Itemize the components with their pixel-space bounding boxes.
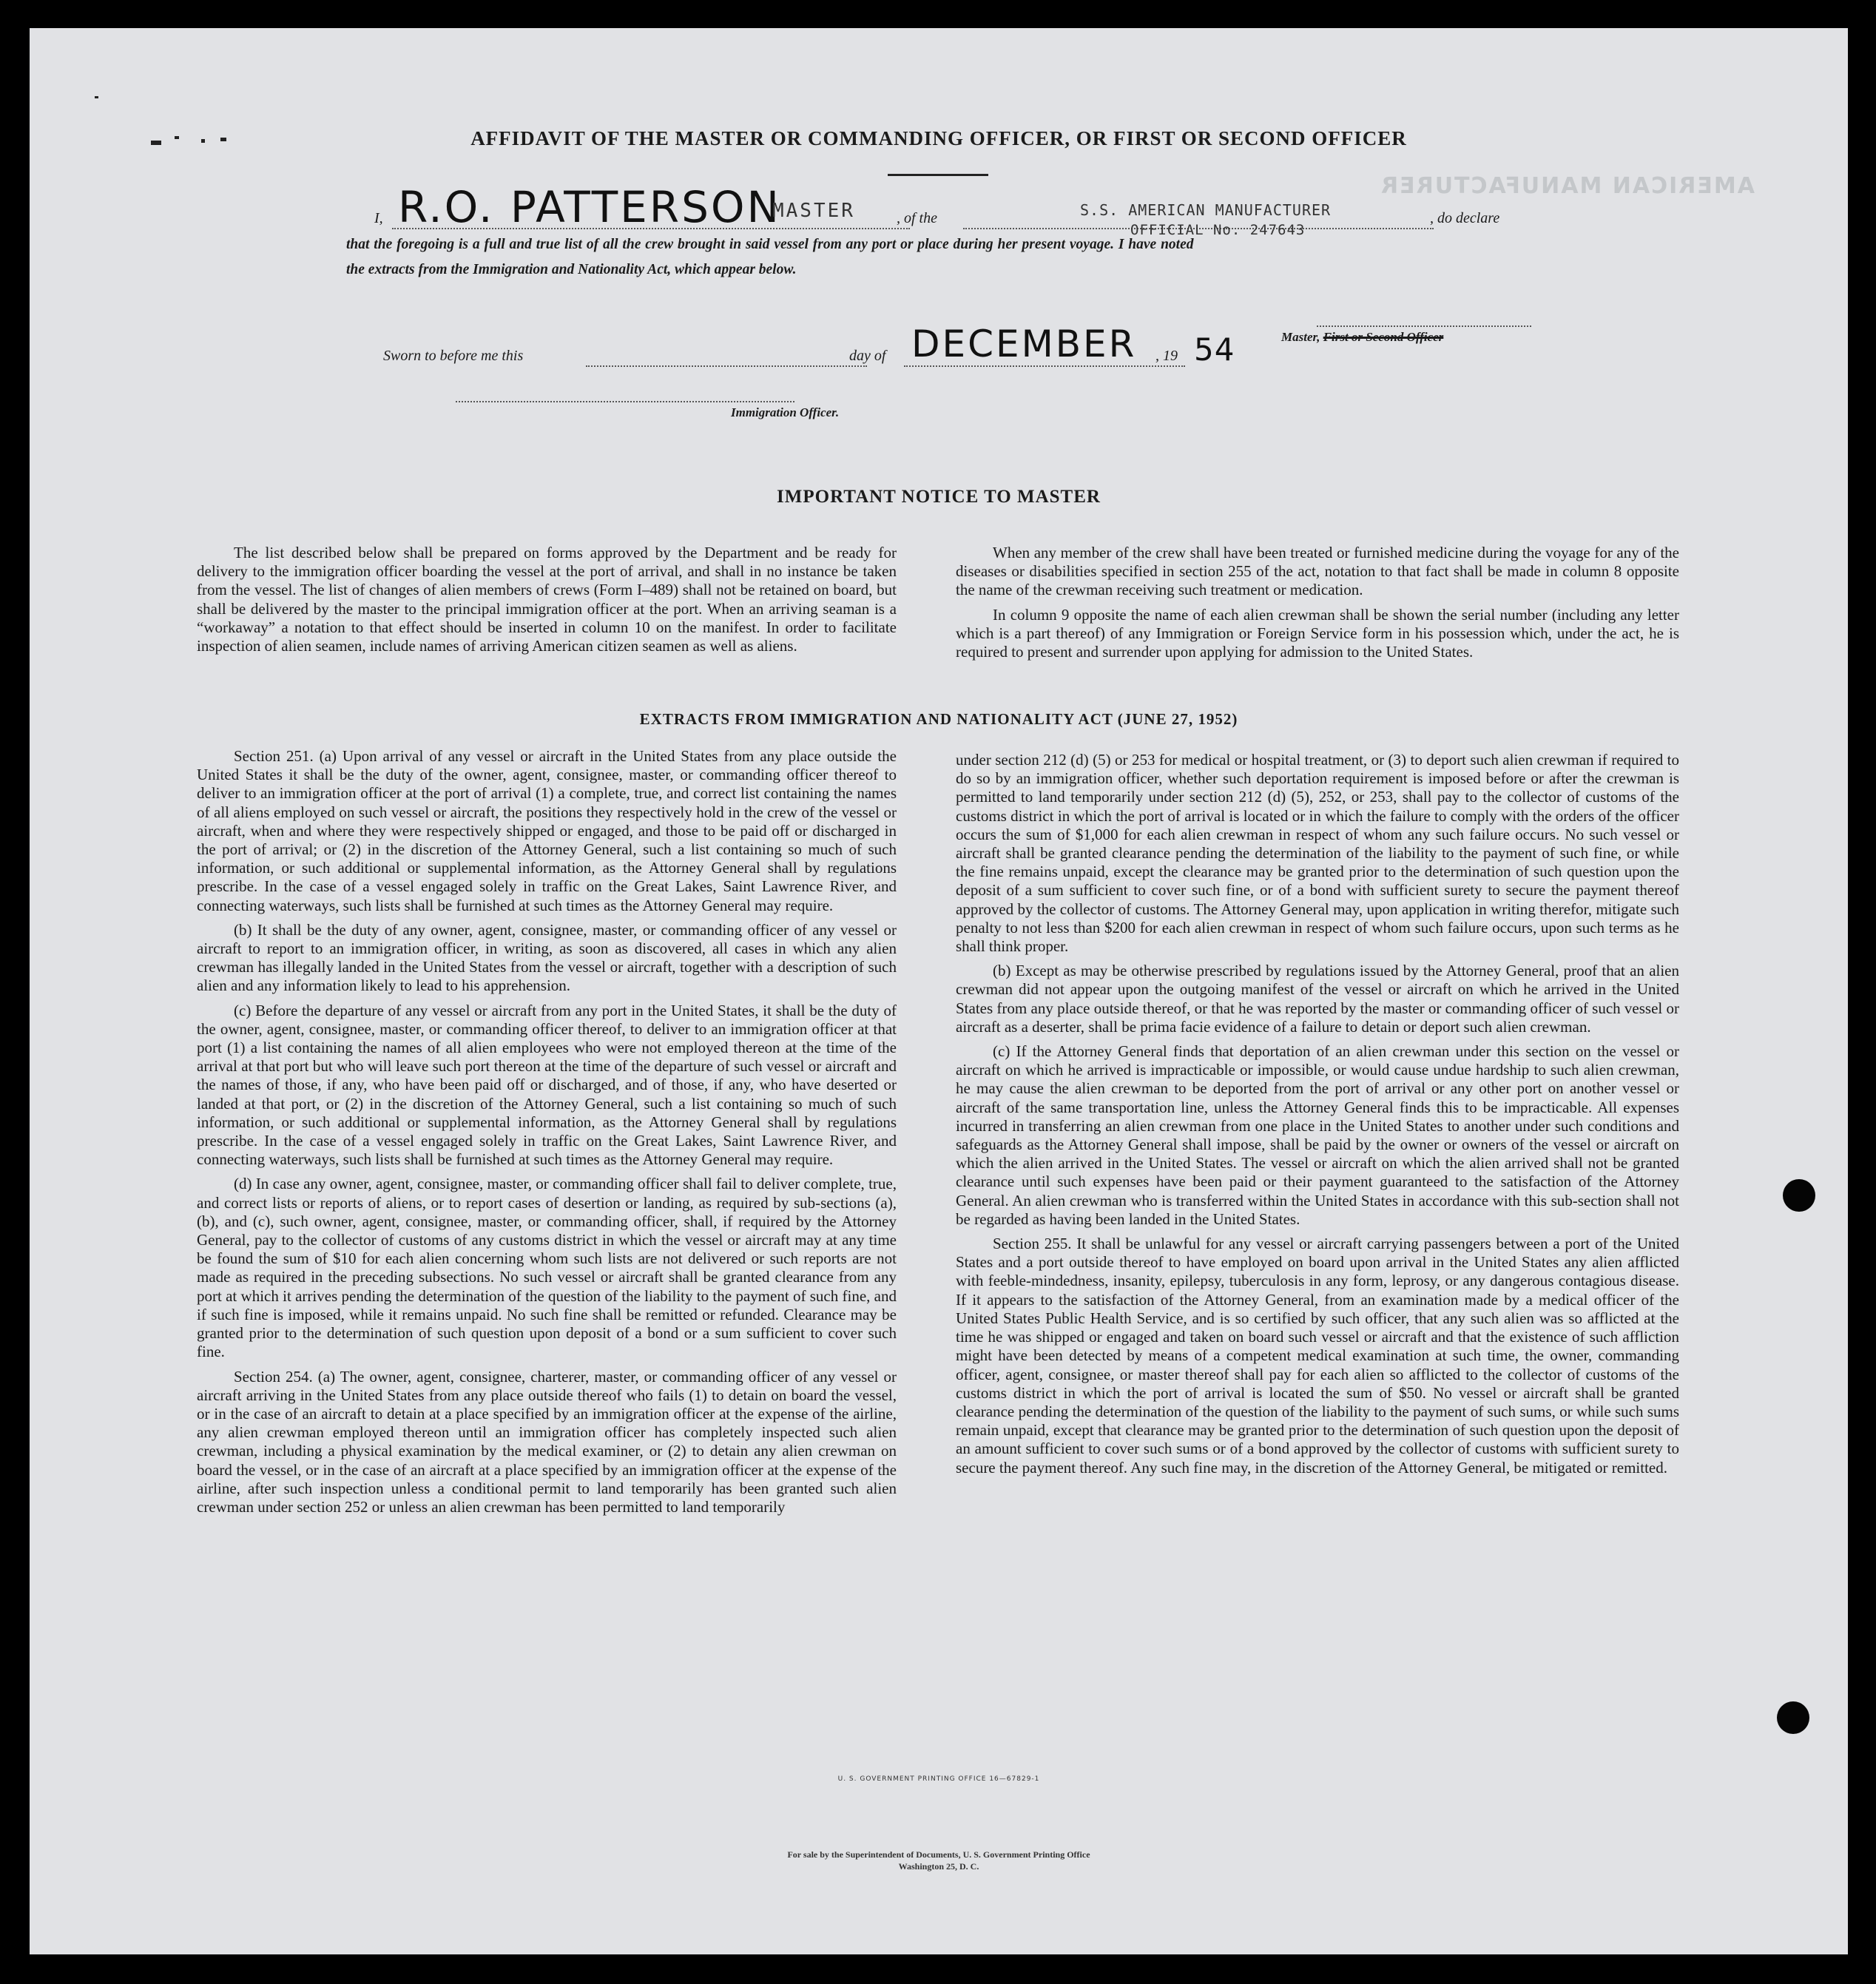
official-number-stamp: OFFICIAL No. 247643: [1130, 222, 1306, 238]
rank-stamp: MASTER: [772, 200, 855, 222]
master-signature-line: [1317, 325, 1531, 327]
sworn-day-line: [586, 365, 867, 367]
notice-right-paragraph-1: When any member of the crew shall have been treated or furnished medicine during the voyage for any of the diseases or disabilities specified in section 255 of the act, notation to that fact shall be made in column 8 opposite the name of the crewman receiving such treatment or medication.: [956, 544, 1679, 599]
immigration-officer-label: Immigration Officer.: [731, 405, 840, 419]
day-of-label: day of: [849, 348, 886, 364]
year-handwritten: 54: [1194, 331, 1235, 368]
extracts-left-column: [197, 747, 897, 1516]
notice-heading: IMPORTANT NOTICE TO MASTER: [777, 487, 1101, 507]
form-page: [30, 28, 1848, 1954]
notice-left-column: [197, 544, 897, 655]
for-sale-line-1: For sale by the Superintendent of Documents, U. S. Government Printing Office: [787, 1849, 1090, 1860]
scan-speck: [95, 96, 98, 98]
vessel-name-stamp: S.S. AMERICAN MANUFACTURER: [1080, 201, 1332, 219]
declaration-line-2: the extracts from the Immigration and Nationality Act, which appear below.: [346, 262, 797, 277]
section-254-b: (b) Except as may be otherwise prescribed by regulations issued by the Attorney General, proof that an alien crewman did not appear upon the outgoing manifest of the vessel or aircraft on which he arrived in the United States from any place outside thereof, or that he was reported by the master or commanding officer of such vessel or aircraft as a deserter, shall be prima facie evidence of a failure to detain or deport such alien crewman.: [956, 962, 1679, 1036]
section-254-c: (c) If the Attorney General finds that deportation of an alien crewman under this section on the vessel or aircraft on which he arrived is impracticable or impossible, or would cause undue hardship to such alien crewman, he may cause the alien crewman to be deported from the port of arrival or any other port on another vessel or aircraft of the same transportation line, unless the Attorney General finds this to be impracticable. All expenses incurred in transferring an alien crewman from one place in the United States to another under such conditions and safeguards as the Attorney General shall impose, shall be paid by the owner or owners of the vessel or aircraft on which the alien arrived in the United States. The vessel or aircraft on which the alien arrived shall not be granted clearance until such expenses have been paid or their payment guaranteed to the satisfaction of the Attorney General. An alien crewman who is transferred within the United States in accordance with this sub-section shall not be regarded as having been landed in the United States.: [956, 1042, 1679, 1228]
section-251-c: (c) Before the departure of any vessel or aircraft from any port in the United States, it shall be the duty of the owner, agent, consignee, master, or commanding officer thereof, to deliver to an immigration officer at that port (1) a list containing the names of all alien employees who were not employed thereon at the time of the arrival at that port but who will leave such port thereon at the time of the departure of such vessel or aircraft and the names of those, if any, who have been paid off or discharged, and of those, if any, who have deserted or landed at that port, or (2) in the discretion of the Attorney General, such a list containing so much of such information, or such additional or supplemental information, as the Attorney General shall by regulations prescribe. In the case of a vessel engaged solely in traffic on the Great Lakes, Saint Lawrence River, and connecting waterways, such lists shall be furnished at such times as the Attorney General may require.: [197, 1001, 897, 1169]
section-254-a: Section 254. (a) The owner, agent, consignee, charterer, master, or commanding officer of any vessel or aircraft arriving in the United States from any place outside thereof who fails (1) to detain on board the vessel, or in the case of an aircraft to detain at a place specified by an immigration officer at the expense of the airline, any alien crewman employed thereon until an immigration officer has completely inspected such alien crewman, including a physical examination by the medical examiner, or (2) to detain any alien crewman on board the vessel, or in the case of an aircraft at a place specified by an immigration officer at the expense of the airline, after such inspection unless a conditional permit to land temporarily has been granted such alien crewman under section 252 or unless an alien crewman has been permitted to land temporarily: [197, 1367, 897, 1516]
immigration-officer-line: [456, 401, 794, 402]
struck-officer-text: First or Second Officer: [1323, 330, 1444, 344]
extracts-right-column: [956, 751, 1679, 1477]
notice-right-column: [956, 544, 1679, 661]
section-254-a-continued: under section 212 (d) (5) or 253 for medical or hospital treatment, or (3) to deport such alien crewman if required to do so by an immigration officer, whether such deportation requirement is imposed before or after the crewman is permitted to land temporarily under section 212 (d) (5), 252, or 253, shall pay to the collector of customs of the customs district in which the port of arrival is located or in which the failure to comply with the orders of the officer occurs the sum of $1,000 for each alien crewman in respect of whom any such failure occurs. No such vessel or aircraft shall be granted clearance pending the determination of the liability to the payment of such fine, or while the fine remains unpaid, except the clearance may be granted prior to the determination of such question upon the deposit of a sum sufficient to cover such fine, or of a bond with sufficient surety to secure the payment thereof approved by the collector of customs. The Attorney General may, upon application in writing therefor, mitigate such penalty to not less than $200 for each alien crewman in respect of whom such failure occurs, upon such terms as he shall think proper.: [956, 751, 1679, 956]
month-line: [904, 365, 1185, 367]
sworn-label: Sworn to before me this: [383, 348, 524, 364]
punch-hole: [1783, 1179, 1815, 1212]
prefix-i: I,: [374, 210, 383, 226]
do-declare-label: , do declare: [1430, 210, 1500, 226]
master-label: [1281, 330, 1443, 345]
title-divider: [888, 174, 988, 176]
punch-hole: [1777, 1701, 1809, 1734]
notice-left-paragraph: The list described below shall be prepared on forms approved by the Department and be ready for delivery to the immigration officer boarding the vessel at the port of arrival, and shall in no instance be taken from the vessel. The list of changes of alien members of crews (Form I–489) shall not be retained on board, but shall be delivered by the master to the principal immigration officer at the port. When an arriving seaman is a “workaway” a notation to that effect should be inserted in column 10 on the manifest. In order to facilitate inspection of alien seamen, include names of arriving American citizen seamen as well as aliens.: [197, 544, 897, 655]
printer-code: U. S. GOVERNMENT PRINTING OFFICE 16—67829-1: [837, 1775, 1040, 1783]
of-the-label: , of the: [897, 210, 937, 226]
affidavit-title: AFFIDAVIT OF THE MASTER OR COMMANDING OFFICER, OR FIRST OR SECOND OFFICER: [470, 127, 1407, 149]
master-word: Master,: [1281, 330, 1320, 344]
notice-right-paragraph-2: In column 9 opposite the name of each alien crewman shall be shown the serial number (including any letter which is a part thereof) of any Immigration or Foreign Service form in his possession which, under the act, he is required to present and surrender upon applying for admission to the United States.: [956, 605, 1679, 661]
declaration-line-1: that the foregoing is a full and true list of all the crew brought in said vessel from any port or place during her present voyage. I have noted: [346, 237, 1194, 252]
year-prefix: , 19: [1155, 348, 1178, 364]
extracts-heading: EXTRACTS FROM IMMIGRATION AND NATIONALITY ACT (JUNE 27, 1952): [639, 710, 1238, 728]
signer-name: R.O. PATTERSON: [398, 182, 781, 232]
for-sale-line-2: Washington 25, D. C.: [898, 1861, 979, 1872]
month-handwritten: DECEMBER: [911, 323, 1137, 365]
bleed-through-text: AMERICAN MANUFACTURER: [1380, 173, 1755, 199]
section-251-d: (d) In case any owner, agent, consignee, master, or commanding officer shall fail to deliver complete, true, and correct lists or reports of aliens, or to report cases of desertion or landing, as required by sub-sections (a), (b), and (c), such owner, agent, consignee, master, or commanding officer, shall, if required by the Attorney General, pay to the collector of customs of any customs district in which the vessel or aircraft may at any time be found the sum of $10 for each alien concerning whom such lists are not delivered or such reports are not made as required in the preceding subsections. No such vessel or aircraft shall be granted clearance from any port at which it arrives pending the determination of the question of the liability to the payment of such fine, and if such fine is imposed, while it remains unpaid. No such fine shall be remitted or refunded. Clearance may be granted prior to the determination of such question upon deposit of a bond or a sum sufficient to cover such fine.: [197, 1175, 897, 1361]
section-255: Section 255. It shall be unlawful for any vessel or aircraft carrying passengers between a port of the United States and a port outside thereof to have employed on board upon arrival in the United States any alien afflicted with feeble-mindedness, insanity, epilepsy, tuberculosis in any form, leprosy, or any dangerous contagious disease. If it appears to the satisfaction of the Attorney General, from an examination made by a medical officer of the United States Public Health Service, and is so certified by such officer, that any such alien was so afflicted at the time he was shipped or engaged and taken on board such vessel or aircraft and that the existence of such affliction might have been detected by means of a competent medical examination at such time, the owner, commanding officer, agent, consignee, or master thereof shall pay for each alien so afflicted to the collector of customs of the customs district in which the port of arrival is located the sum of $50. No vessel or aircraft shall be granted clearance pending the determination of the question of the liability to the payment of such sums, or while such sums remain unpaid, except that clearance may be granted prior to the determination of such question upon the deposit of an amount sufficient to cover such sums or of a bond approved by the collector of customs with sufficient surety to secure the payment thereof. Any such fine may, in the discretion of the Attorney General, be mitigated or remitted.: [956, 1235, 1679, 1477]
section-251-a: Section 251. (a) Upon arrival of any vessel or aircraft in the United States from any place outside the United States it shall be the duty of the owner, agent, consignee, master, or commanding officer thereof to deliver to an immigration officer at the port of arrival (1) a complete, true, and correct list containing the names of all aliens employed on such vessel or aircraft, the positions they respectively hold in the crew of the vessel or aircraft, when and where they were respectively shipped or engaged, and those to be paid off or discharged in the port of arrival; or (2) in the discretion of the Attorney General, such a list containing so much of such information, or such additional or supplemental information, as the Attorney General shall by regulations prescribe. In the case of a vessel engaged solely in traffic on the Great Lakes, Saint Lawrence River, and connecting waterways, such lists shall be furnished at such times as the Attorney General may require.: [197, 747, 897, 914]
section-251-b: (b) It shall be the duty of any owner, agent, consignee, master, or commanding officer of any vessel or aircraft to report to an immigration officer, in writing, as soon as discovered, all cases in which any alien crewman has illegally landed in the United States from the vessel or aircraft, together with a description of such alien and any information likely to lead to his apprehension.: [197, 920, 897, 995]
